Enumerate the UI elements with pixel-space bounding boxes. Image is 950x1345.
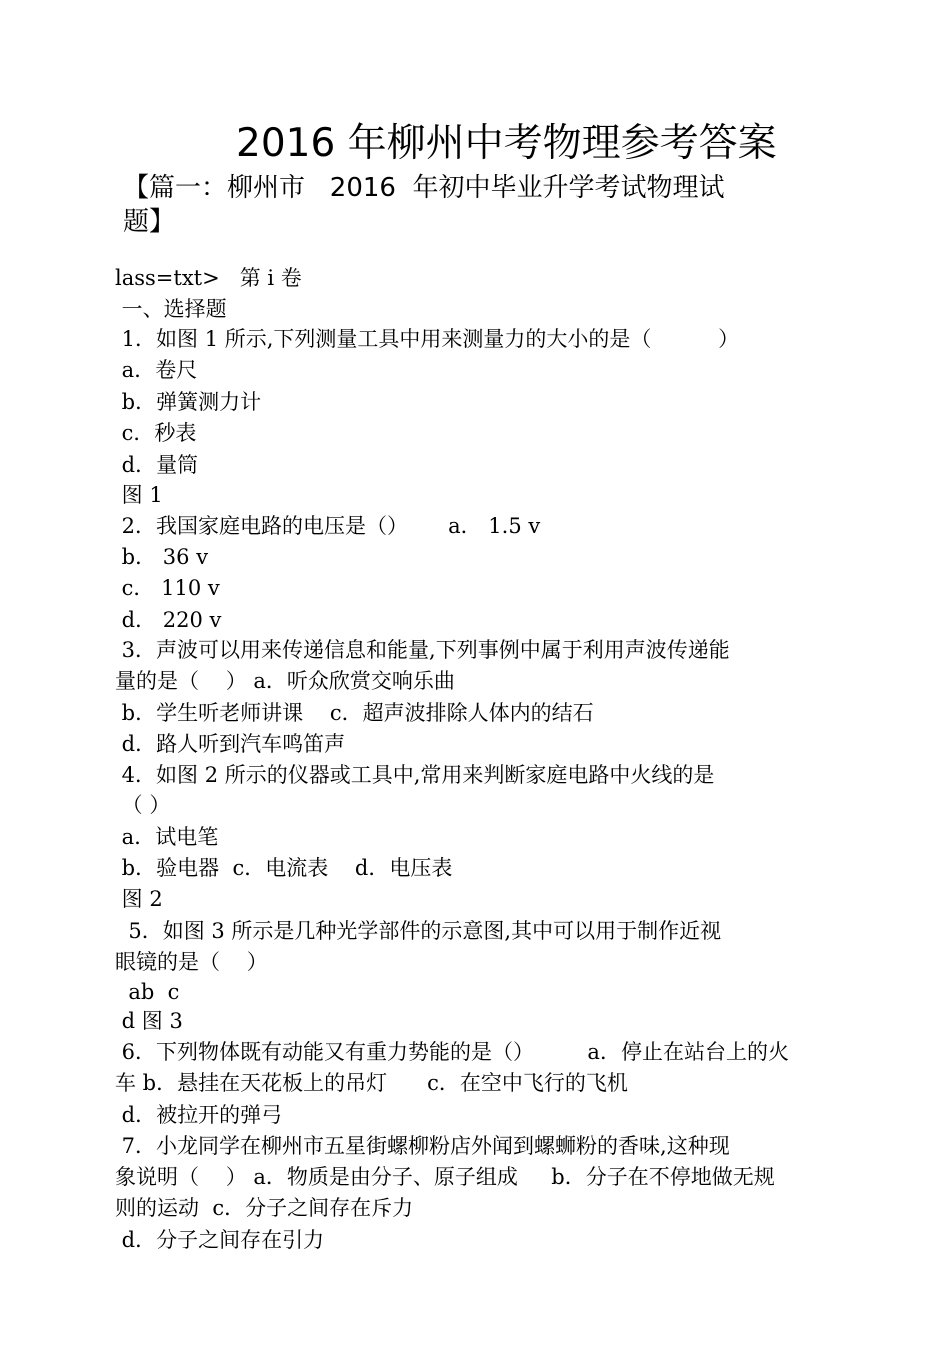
text-line: a．卷尺 xyxy=(115,358,198,382)
text-line: d．路人听到汽车鸣笛声 xyxy=(115,732,346,756)
text-line: b． 36 v xyxy=(115,545,209,569)
text-line: c．秒表 xyxy=(115,421,197,445)
text-line: 2．我国家庭电路的电压是（） a． 1.5 v xyxy=(115,514,541,538)
text-line: 4．如图 2 所示的仪器或工具中,常用来判断家庭电路中火线的是 xyxy=(115,763,715,787)
text-line: d．被拉开的弹弓 xyxy=(115,1103,283,1127)
text-line: 图 2 xyxy=(115,887,163,911)
text-line: b．验电器 c．电流表 d．电压表 xyxy=(115,856,453,880)
text-line: c． 110 v xyxy=(115,576,220,600)
text-line: 6．下列物体既有动能又有重力势能的是（） a．停止在站台上的火 xyxy=(115,1040,789,1064)
text-line: 1．如图 1 所示,下列测量工具中用来测量力的大小的是（ ） xyxy=(115,327,740,351)
document-title: 2016 年柳州中考物理参考答案 xyxy=(236,121,777,166)
text-line: 5．如图 3 所示是几种光学部件的示意图,其中可以用于制作近视 xyxy=(115,919,722,943)
text-line: b．弹簧测力计 xyxy=(115,390,262,414)
text-line: 3．声波可以用来传递信息和能量,下列事例中属于利用声波传递能 xyxy=(115,638,730,662)
text-line: ab c xyxy=(115,980,180,1004)
text-line: 一、选择题 xyxy=(115,297,227,321)
text-line: d． 220 v xyxy=(115,608,222,632)
document-subtitle-line-2: 题】 xyxy=(123,207,176,237)
text-line: d．分子之间存在引力 xyxy=(115,1228,325,1252)
text-line: 则的运动 c．分子之间存在斥力 xyxy=(115,1196,414,1220)
text-line: 象说明（ ） a．物质是由分子、原子组成 b．分子在不停地做无规 xyxy=(115,1165,775,1189)
text-line: a．试电笔 xyxy=(115,825,219,849)
text-line: 7．小龙同学在柳州市五星街螺柳粉店外闻到螺蛳粉的香味,这种现 xyxy=(115,1134,730,1158)
document-subtitle-line-1: 【篇一：柳州市 2016 年初中毕业升学考试物理试 xyxy=(123,173,725,203)
text-line: （ ） xyxy=(115,793,171,817)
text-line: d 图 3 xyxy=(115,1009,183,1033)
text-line: 眼镜的是（ ） xyxy=(115,950,268,974)
text-line: 量的是（ ） a．听众欣赏交响乐曲 xyxy=(115,669,455,693)
text-line: 图 1 xyxy=(115,483,163,507)
text-line: d．量筒 xyxy=(115,453,199,477)
text-line: lass=txt> 第 i 卷 xyxy=(115,266,302,290)
text-line: b．学生听老师讲课 c．超声波排除人体内的结石 xyxy=(115,701,594,725)
text-line: 车 b．悬挂在天花板上的吊灯 c．在空中飞行的飞机 xyxy=(115,1071,628,1095)
